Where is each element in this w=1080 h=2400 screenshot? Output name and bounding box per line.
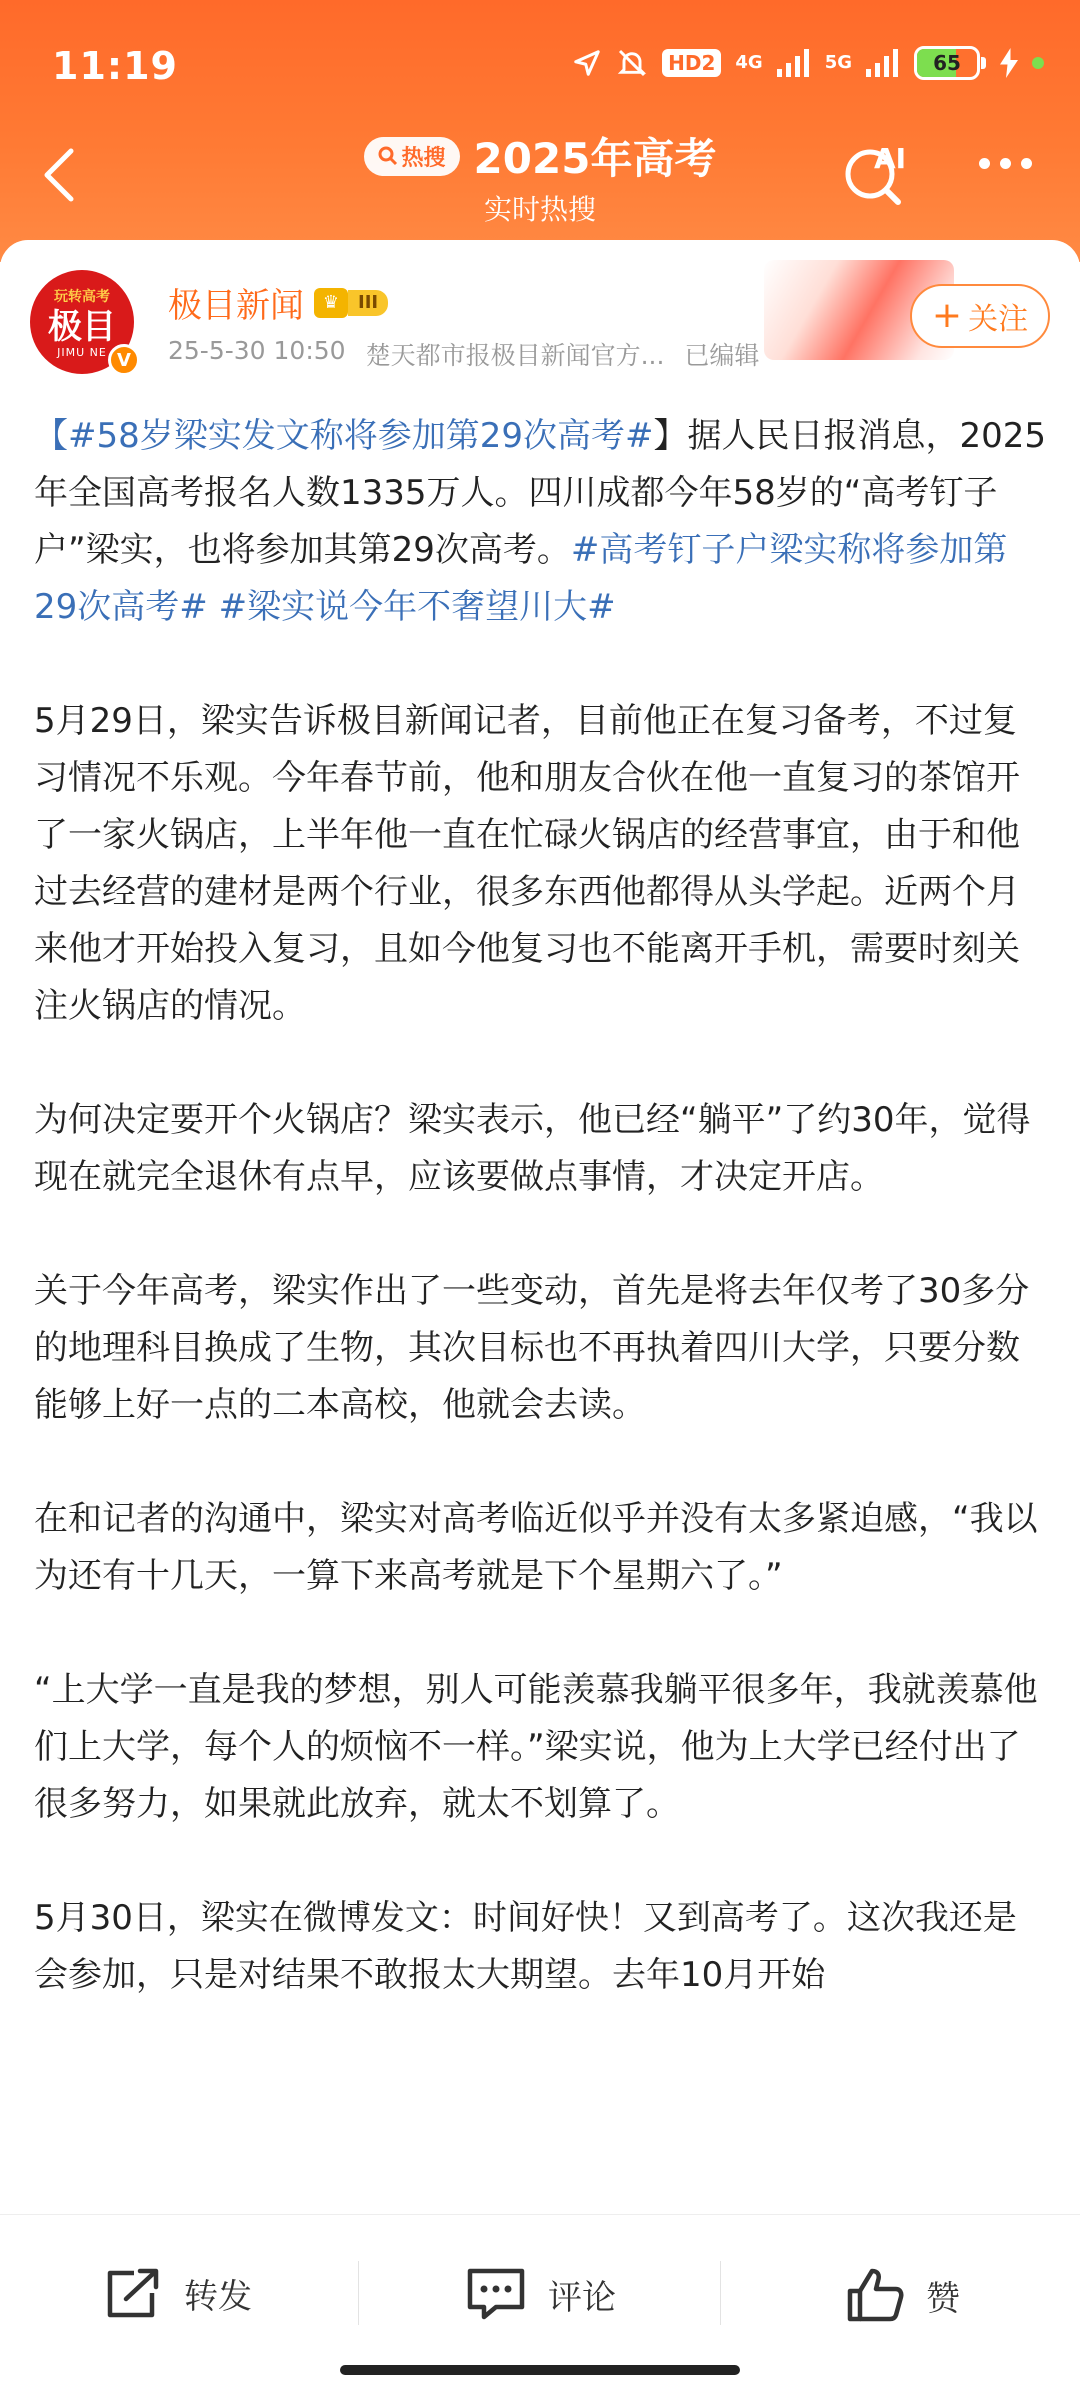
crown-icon: ♛ bbox=[314, 288, 348, 318]
repost-button[interactable] bbox=[104, 2267, 252, 2319]
verified-badge: V bbox=[108, 344, 140, 376]
paragraph-4: 关于今年高考，梁实作出了一些变动，首先是将去年仅考了30多分的地理科目换成了生物，其次目标也不再执着四川大学，只要分数能够上好一点的二本高校，他就会去读。 bbox=[34, 1271, 1030, 1425]
bottom-action-bar bbox=[0, 2214, 1080, 2400]
edited-label: 已编辑 bbox=[684, 341, 760, 370]
header-background bbox=[0, 0, 1080, 262]
signal-icon bbox=[866, 49, 900, 77]
more-options-button[interactable] bbox=[979, 158, 1032, 169]
ai-search-button[interactable] bbox=[840, 138, 920, 208]
comment-label: 评论 bbox=[548, 2277, 616, 2318]
top-navigation bbox=[0, 110, 1080, 260]
status-dot-icon bbox=[1032, 57, 1044, 69]
post-author-row bbox=[30, 270, 1050, 380]
home-indicator[interactable] bbox=[340, 2365, 740, 2375]
battery-percent: 65 bbox=[933, 51, 961, 75]
paragraph-3: 为何决定要开个火锅店？梁实表示，他已经“躺平”了约30年，觉得现在就完全退休有点早，应该要做点事情，才决定开店。 bbox=[34, 1100, 1031, 1197]
page-title: 2025年高考 bbox=[473, 134, 717, 183]
mute-bell-icon bbox=[616, 47, 648, 79]
post-meta bbox=[168, 336, 759, 372]
topic-tag[interactable]: #梁实说今年不奢望川大# bbox=[218, 587, 616, 627]
paragraph-1 bbox=[34, 408, 1050, 636]
follow-button[interactable] bbox=[910, 284, 1050, 348]
share-icon bbox=[104, 2267, 162, 2319]
thumbs-up-icon bbox=[846, 2267, 904, 2323]
author-name[interactable]: 极目新闻 bbox=[168, 286, 304, 326]
location-icon bbox=[572, 48, 602, 78]
like-label: 赞 bbox=[926, 2278, 960, 2319]
paragraph-5: 在和记者的沟通中，梁实对高考临近似乎并没有太多紧迫感，“我以为还有十几天，一算下来高考就是下个星期六了。” bbox=[34, 1499, 1038, 1596]
level-label: III bbox=[348, 290, 388, 316]
paragraph-2: 5月29日，梁实告诉极目新闻记者，目前他正在复习备考，不过复习情况不乐观。今年春节前，他和朋友合伙在他一直复习的茶馆开了一家火锅店，上半年他一直在忙碌火锅店的经营事宜，由于和他过去经营的建材是两个行业，很多东西他都得从头学起。近两个月来他才开始投入复习，且如今他复习也不能离开手机，需要时刻关注火锅店的情况。 bbox=[34, 701, 1020, 1026]
avatar-sub-text: JIMU NE bbox=[57, 345, 107, 359]
hot-search-badge bbox=[364, 137, 460, 176]
comment-icon bbox=[466, 2267, 526, 2321]
paragraph-6: “上大学一直是我的梦想，别人可能羡慕我躺平很多年，我就羡慕他们上大学，每个人的烦恼不一样。”梁实说，他为上大学已经付出了很多努力，如果就此放弃，就太不划算了。 bbox=[34, 1670, 1038, 1824]
post-time: 25-5-30 10:50 bbox=[168, 336, 346, 365]
network-4g-label: 4G bbox=[735, 52, 763, 73]
topic-tag[interactable]: #高考钉子户梁实称将参加第29次高考# bbox=[34, 530, 1008, 627]
ai-label: AI bbox=[874, 142, 907, 175]
repost-label: 转发 bbox=[184, 2276, 252, 2317]
network-5g-label: 5G bbox=[824, 52, 852, 73]
plus-icon: + bbox=[931, 295, 963, 336]
avatar-top-text: 玩转高考 bbox=[54, 288, 110, 305]
paragraph-7: 5月30日，梁实在微博发文：时间好快！又到高考了。这次我还是会参加，只是对结果不敢报太大期望。去年10月开始 bbox=[34, 1898, 1017, 1995]
post-source: 楚天都市报极目新闻官方... bbox=[365, 341, 665, 370]
paragraph-text: 】据人民日报消息，2025年全国高考报名人数1335万人。四川成都今年58岁的“高考钉子户”梁实，也将参加其第29次高考。 bbox=[34, 416, 1047, 570]
follow-label: 关注 bbox=[968, 302, 1029, 337]
tag-separator bbox=[208, 587, 219, 627]
battery-indicator bbox=[914, 46, 986, 80]
hd-badge: HD2 bbox=[662, 49, 721, 77]
signal-icon bbox=[777, 49, 811, 77]
topic-tag[interactable]: 【#58岁梁实发文称将参加第29次高考# bbox=[34, 416, 654, 456]
comment-button[interactable] bbox=[466, 2267, 616, 2321]
charging-icon bbox=[1000, 48, 1018, 78]
search-icon bbox=[378, 146, 398, 166]
level-badge bbox=[314, 288, 388, 318]
post-content bbox=[34, 408, 1050, 2061]
status-icons bbox=[572, 46, 1044, 80]
like-button[interactable] bbox=[846, 2267, 960, 2323]
status-time: 11:19 bbox=[52, 44, 178, 88]
hot-search-label: 热搜 bbox=[401, 145, 446, 171]
post-card bbox=[0, 240, 1080, 2240]
page-subtitle: 实时热搜 bbox=[483, 193, 596, 226]
avatar-text: 极目 bbox=[48, 306, 116, 347]
